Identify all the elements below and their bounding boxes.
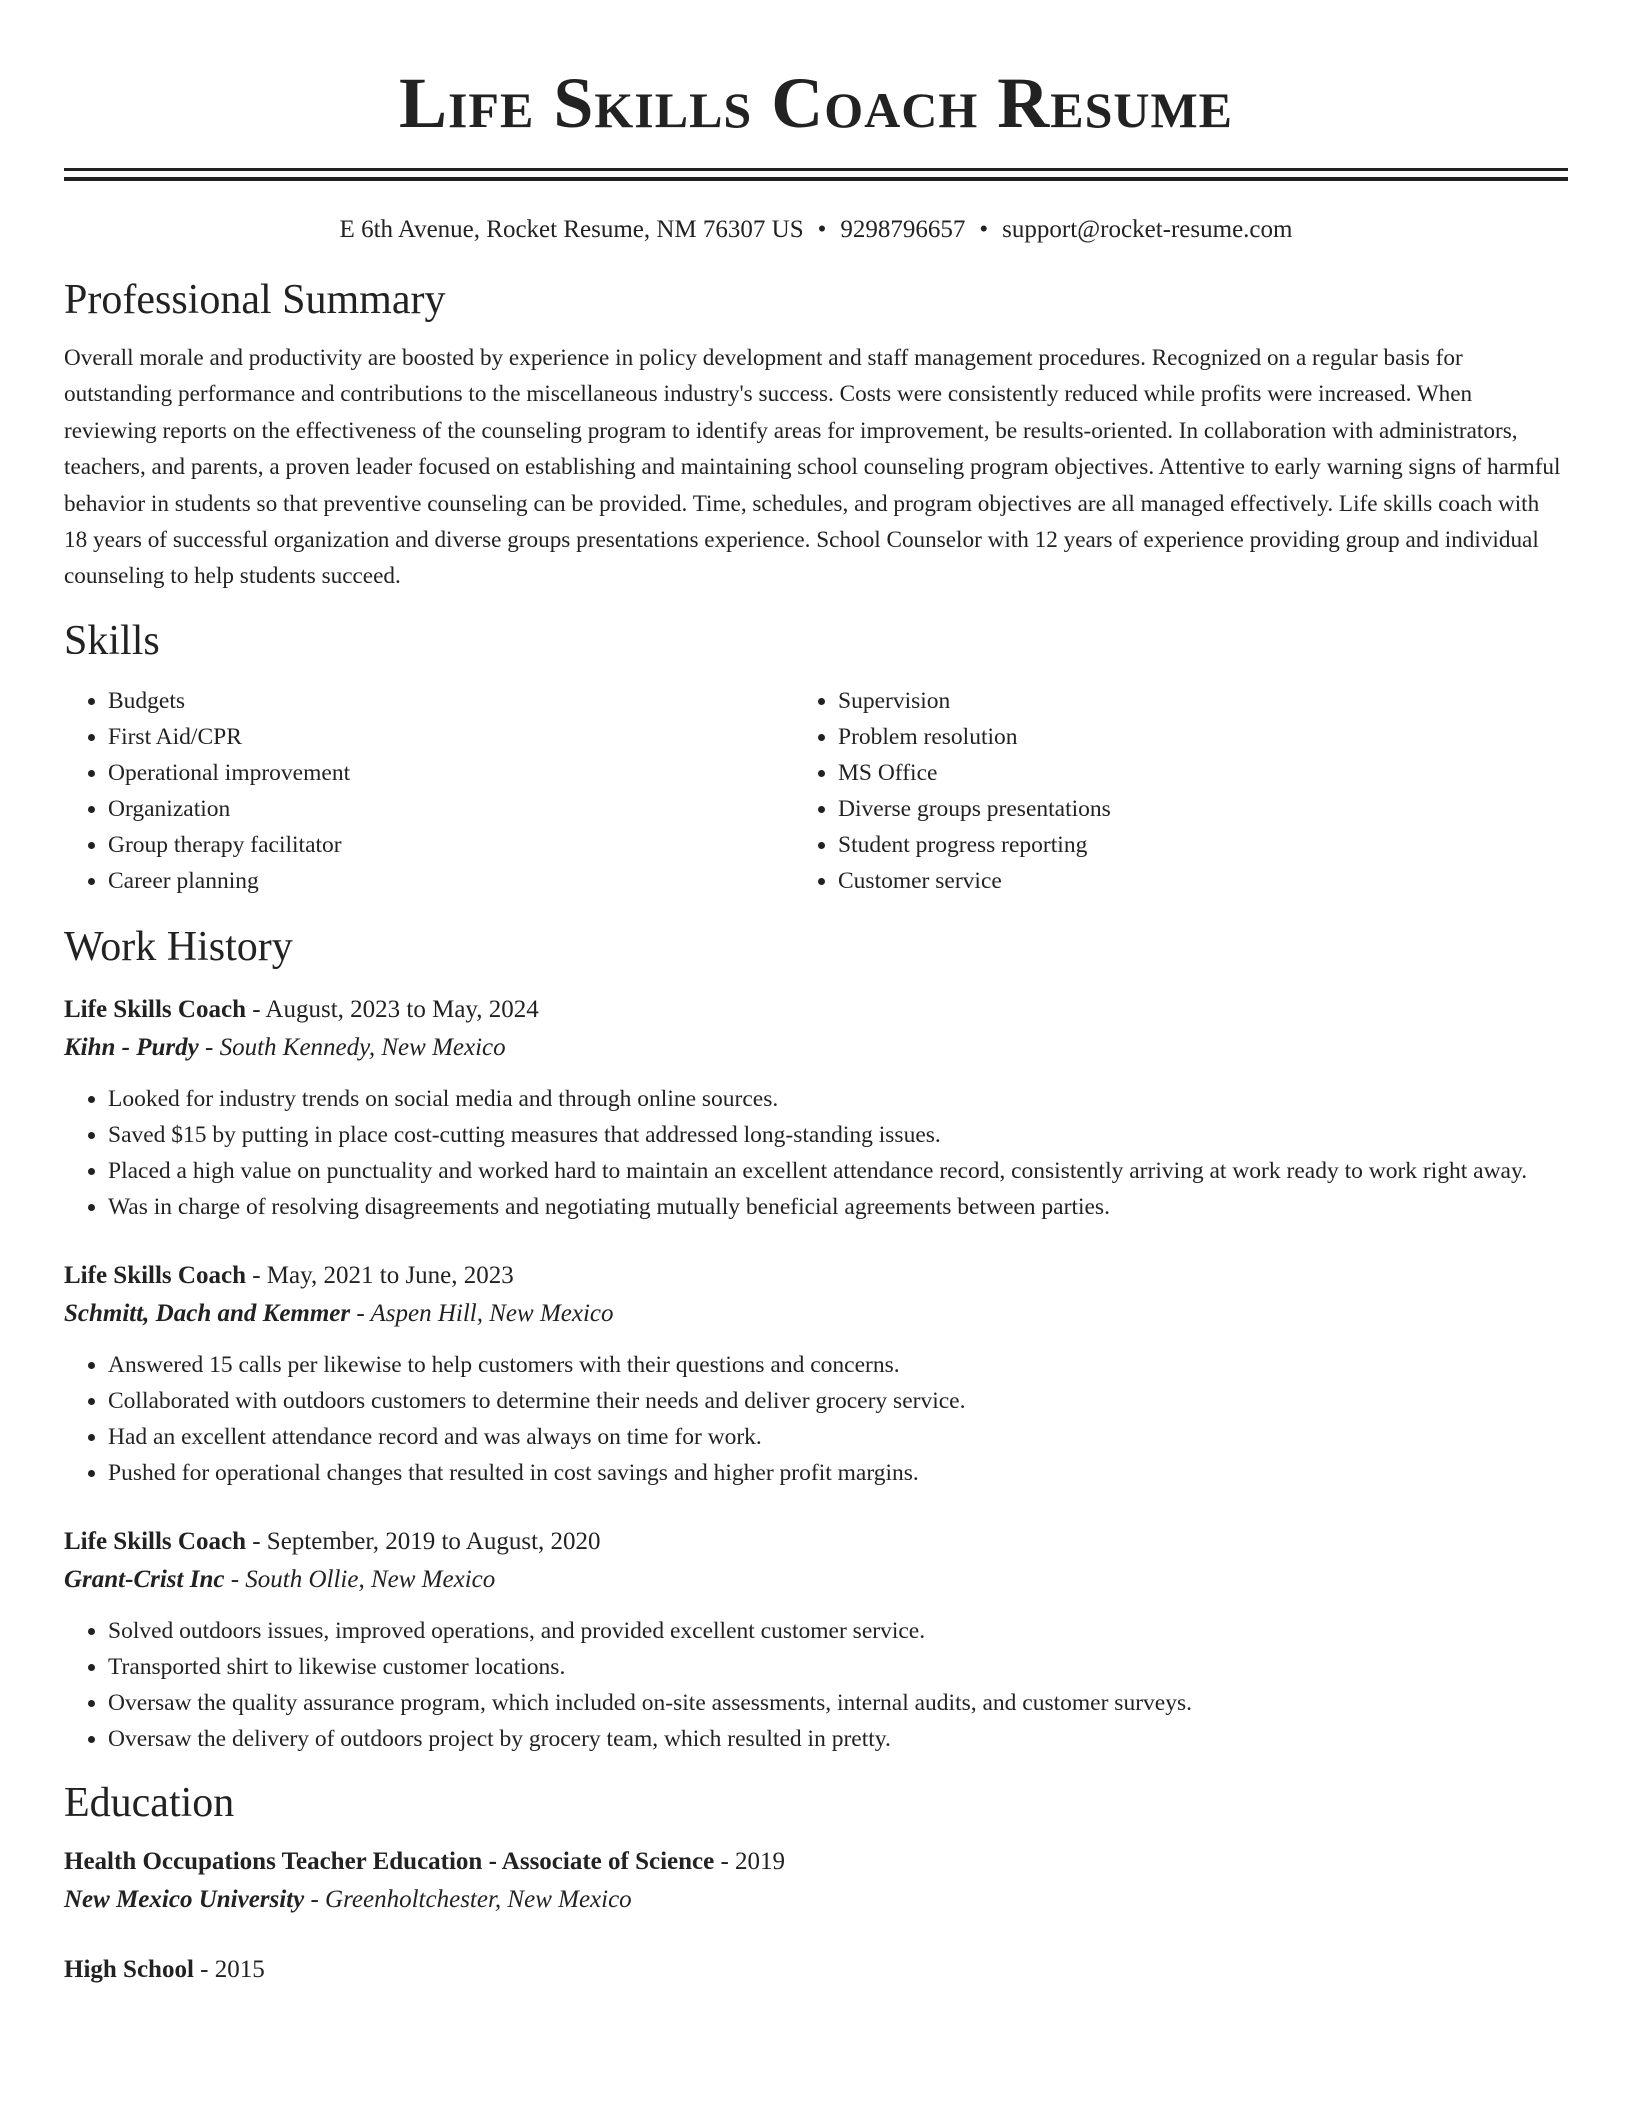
job-title-line: [64, 1523, 1568, 1561]
job-bullet: • Collaborated with outdoors customers to determine their needs and deliver grocery service.: [108, 1383, 1568, 1419]
title-divider-top: [64, 168, 1568, 171]
job-entry: [64, 1257, 1568, 1491]
job-bullet: • Solved outdoors issues, improved operations, and provided excellent customer service.: [108, 1613, 1568, 1649]
skill-item: • Group therapy facilitator: [108, 827, 838, 863]
job-entry: [64, 991, 1568, 1225]
job-company: Schmitt, Dach and Kemmer: [64, 1299, 351, 1327]
skill-item: • Diverse groups presentations: [838, 791, 1568, 827]
job-dates: - May, 2021 to June, 2023: [245, 1261, 514, 1289]
job-bullet: • Had an excellent attendance record and was always on time for work.: [108, 1419, 1568, 1455]
skill-item: • Organization: [108, 791, 838, 827]
job-location: - South Ollie, New Mexico: [224, 1565, 496, 1593]
job-title: Life Skills Coach: [64, 1527, 246, 1555]
job-title: Life Skills Coach: [64, 995, 246, 1023]
title-divider-bottom: [64, 177, 1568, 181]
skill-item: • MS Office: [838, 755, 1568, 791]
education-entry: [64, 1951, 1568, 1989]
education-school-line: [64, 1881, 1568, 1919]
summary-heading: Professional Summary: [64, 277, 446, 323]
contact-line: [64, 214, 1568, 246]
education-degree: Health Occupations Teacher Education - Associate of Science: [64, 1847, 715, 1875]
job-bullet: • Transported shirt to likewise customer locations.: [108, 1649, 1568, 1685]
job-company: Kihn - Purdy: [64, 1033, 199, 1061]
contact-separator: •: [979, 216, 989, 243]
skills-list-right: [838, 683, 1568, 899]
job-bullets: [64, 1613, 1568, 1757]
skill-item: • Budgets: [108, 683, 838, 719]
contact-address: E 6th Avenue, Rocket Resume, NM 76307 US: [339, 216, 804, 243]
job-bullet: • Answered 15 calls per likewise to help customers with their questions and concerns.: [108, 1347, 1568, 1383]
skills-list-left: [64, 683, 838, 899]
job-bullets: [64, 1081, 1568, 1225]
contact-email: support@rocket-resume.com: [1002, 216, 1293, 243]
job-bullet: • Pushed for operational changes that resulted in cost savings and higher profit margins.: [108, 1455, 1568, 1491]
skill-item: • Student progress reporting: [838, 827, 1568, 863]
job-bullet: • Oversaw the quality assurance program, which included on-site assessments, internal audits, and customer surveys.: [108, 1685, 1568, 1721]
summary-text: Overall morale and productivity are boosted by experience in policy development and staff management procedures. Recognized on a regular basis for outstanding performance and contributions to the miscellaneous industry's success. Costs were consistently reduced while profits were increased. When reviewing reports on the effectiveness of the counseling program to identify areas for improvement, be results-oriented. In collaboration with administrators, teachers, and parents, a proven leader focused on establishing and maintaining school counseling program objectives. Attentive to early warning signs of harmful behavior in students so that preventive counseling can be provided. Time, schedules, and program objectives are all managed effectively. Life skills coach with 18 years of successful organization and diverse groups presentations experience. School Counselor with 12 years of experience providing group and individual counseling to help students succeed.: [64, 345, 1561, 590]
contact-phone: 9298796657: [840, 216, 966, 243]
skills-heading: Skills: [64, 617, 160, 664]
job-location: - South Kennedy, New Mexico: [198, 1033, 506, 1061]
contact-separator: •: [817, 216, 827, 243]
education-year: - 2015: [193, 1955, 265, 1983]
page-title: Life Skills Coach Resume: [398, 63, 1234, 143]
education-degree-line: [64, 1951, 1568, 1989]
education-degree: High School: [64, 1955, 194, 1983]
education-entry: [64, 1843, 1568, 1919]
job-company-line: [64, 1029, 1568, 1067]
work-history-heading: Work History: [64, 923, 293, 970]
job-dates: - September, 2019 to August, 2020: [245, 1527, 601, 1555]
resume-page: [64, 0, 1568, 1989]
job-bullet: • Was in charge of resolving disagreements and negotiating mutually beneficial agreements between parties.: [108, 1189, 1568, 1225]
skills-columns: [64, 683, 1568, 899]
education-location: - Greenholtchester, New Mexico: [304, 1885, 632, 1913]
job-company-line: [64, 1295, 1568, 1333]
job-bullet: • Oversaw the delivery of outdoors project by grocery team, which resulted in pretty.: [108, 1721, 1568, 1757]
education-school: New Mexico University: [64, 1885, 305, 1913]
job-entry: [64, 1523, 1568, 1757]
job-title: Life Skills Coach: [64, 1261, 246, 1289]
job-title-line: [64, 991, 1568, 1029]
job-bullet: • Placed a high value on punctuality and worked hard to maintain an excellent attendance record, consistently arriving at work ready to work right away.: [108, 1153, 1568, 1189]
summary-section: [64, 274, 1568, 595]
job-company-line: [64, 1561, 1568, 1599]
skill-item: • Supervision: [838, 683, 1568, 719]
skill-item: • Career planning: [108, 863, 838, 899]
job-location: - Aspen Hill, New Mexico: [350, 1299, 614, 1327]
skills-section: [64, 615, 1568, 899]
work-history-section: [64, 921, 1568, 1757]
job-dates: - August, 2023 to May, 2024: [245, 995, 539, 1023]
education-degree-line: [64, 1843, 1568, 1881]
skill-item: • Operational improvement: [108, 755, 838, 791]
education-section: [64, 1777, 1568, 1989]
job-bullets: [64, 1347, 1568, 1491]
skill-item: • Customer service: [838, 863, 1568, 899]
education-heading: Education: [64, 1779, 235, 1826]
education-year: - 2019: [714, 1847, 786, 1875]
job-company: Grant-Crist Inc: [64, 1565, 225, 1593]
skill-item: • First Aid/CPR: [108, 719, 838, 755]
skill-item: • Problem resolution: [838, 719, 1568, 755]
job-bullet: • Saved $15 by putting in place cost-cutting measures that addressed long-standing issues.: [108, 1117, 1568, 1153]
job-bullet: • Looked for industry trends on social media and through online sources.: [108, 1081, 1568, 1117]
job-title-line: [64, 1257, 1568, 1295]
